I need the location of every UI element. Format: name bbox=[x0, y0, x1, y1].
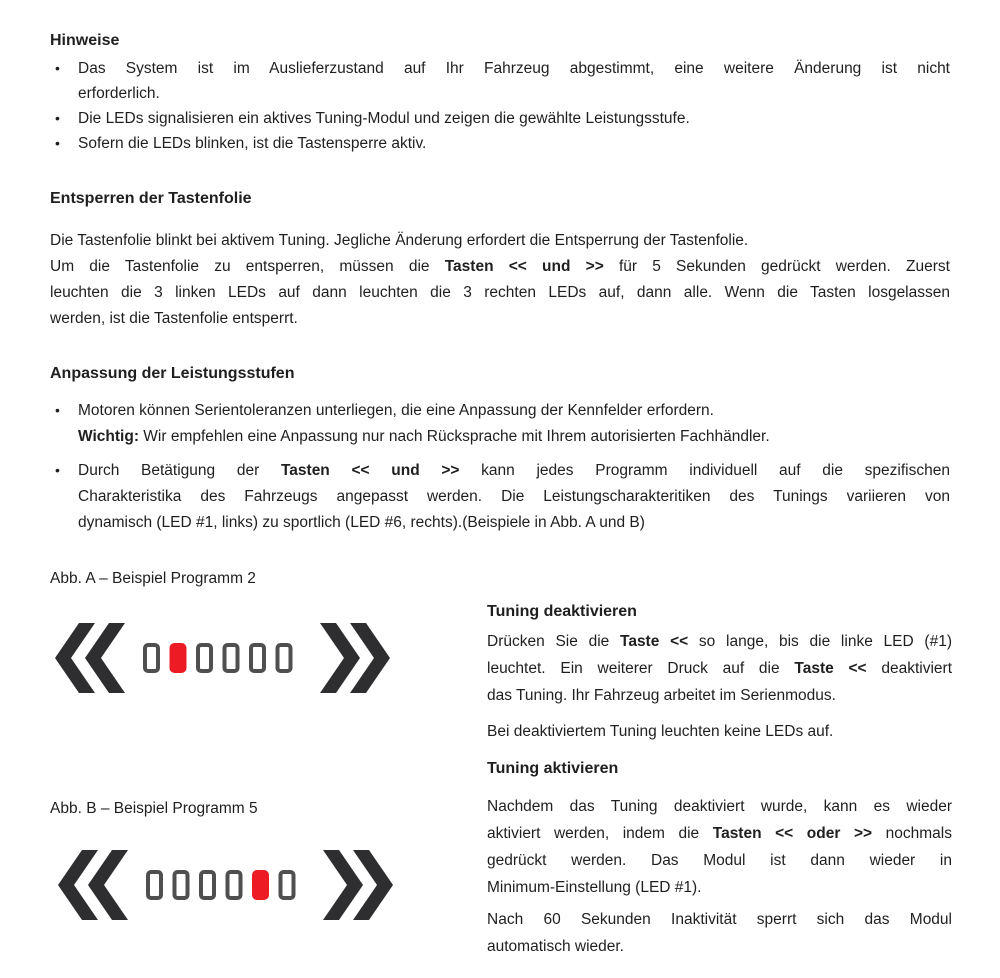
figure-b-label: Abb. B – Beispiel Programm 5 bbox=[50, 800, 258, 817]
double-chevron-right-icon bbox=[320, 623, 390, 693]
section-title-tuning-deaktivieren: Tuning deaktivieren bbox=[487, 603, 637, 620]
section-title-tuning-aktivieren: Tuning aktivieren bbox=[487, 760, 619, 777]
section-hinweise bbox=[50, 30, 950, 156]
bullet-text: Durch Betätigung der Tasten << und >> kann jedes Programm individuell auf die spezifischen Charakteristika des Fahrzeugs angepasst werden. Die Leistungscharakteritiken des Tunings variieren von dynamisch (LED #1, links) zu sportlich (LED #6, rechts).(Beispiele in Abb. A und B) bbox=[78, 462, 950, 531]
led-indicator bbox=[281, 872, 294, 898]
section-anpassung bbox=[50, 363, 950, 536]
led-indicator bbox=[228, 872, 241, 898]
double-chevron-left-icon bbox=[55, 623, 125, 693]
bullet-marker: • bbox=[55, 60, 60, 76]
led-strip bbox=[145, 645, 291, 671]
tuning-aktivieren-paragraph: Nachdem das Tuning deaktiviert wurde, kann es wieder aktiviert werden, indem die Tasten << oder >> nochmals gedrückt werden. Das Modul ist dann wieder in Minimum-Einstellung (LED #1). bbox=[487, 798, 952, 896]
anpassung-bullet-list bbox=[50, 398, 950, 536]
led-indicator bbox=[175, 872, 188, 898]
bullet-item bbox=[50, 398, 950, 450]
bullet-text: Das System ist im Auslieferzustand auf Ihr Fahrzeug abgestimmt, eine weitere Änderung ist nicht erforderlich. bbox=[78, 60, 950, 102]
figure-a-label: Abb. A – Beispiel Programm 2 bbox=[50, 570, 256, 587]
led-indicator bbox=[201, 872, 214, 898]
led-indicator bbox=[254, 872, 267, 898]
led-indicator bbox=[251, 645, 264, 671]
figures-column bbox=[50, 568, 487, 920]
led-display-figure-a bbox=[55, 623, 395, 693]
tuning-deaktivieren-note: Bei deaktiviertem Tuning leuchten keine LEDs auf. bbox=[487, 723, 834, 740]
tuning-aktivieren-note: Nach 60 Sekunden Inaktivität sperrt sich das Modul automatisch wieder. bbox=[487, 911, 952, 955]
bullet-item bbox=[50, 106, 950, 131]
section-title-entsperren: Entsperren der Tastenfolie bbox=[50, 190, 252, 207]
bullet-item bbox=[50, 56, 950, 106]
bullet-item bbox=[50, 458, 950, 536]
bullet-text: Die LEDs signalisieren ein aktives Tuning-Modul und zeigen die gewählte Leistungsstufe. bbox=[78, 110, 690, 127]
bullet-marker: • bbox=[55, 402, 60, 418]
bullet-item bbox=[50, 131, 950, 156]
led-strip bbox=[148, 872, 294, 898]
bullet-text: Motoren können Serientoleranzen unterliegen, die eine Anpassung der Kennfelder erfordern. Wichtig: Wir empfehlen eine Anpassung nur nach Rücksprache mit Ihrem autorisierten Fachhändler. bbox=[78, 402, 770, 445]
led-indicator bbox=[145, 645, 158, 671]
instructions-column bbox=[487, 601, 952, 960]
section-entsperren bbox=[50, 188, 950, 332]
led-indicator bbox=[225, 645, 238, 671]
section-title-anpassung: Anpassung der Leistungsstufen bbox=[50, 365, 295, 382]
tuning-deaktivieren-paragraph: Drücken Sie die Taste << so lange, bis die linke LED (#1) leuchtet. Ein weiterer Druck auf die Taste << deaktiviert das Tuning. Ihr Fahrzeug arbeitet im Serienmodus. bbox=[487, 633, 952, 704]
led-indicator bbox=[172, 645, 185, 671]
bullet-marker: • bbox=[55, 135, 60, 151]
led-display-figure-b bbox=[58, 850, 398, 920]
double-chevron-right-icon bbox=[323, 850, 393, 920]
hinweise-bullet-list bbox=[50, 56, 950, 156]
bullet-marker: • bbox=[55, 110, 60, 126]
led-indicator bbox=[278, 645, 291, 671]
bullet-text: Sofern die LEDs blinken, ist die Tastensperre aktiv. bbox=[78, 135, 427, 152]
led-indicator bbox=[198, 645, 211, 671]
led-indicator bbox=[148, 872, 161, 898]
entsperren-paragraph: Die Tastenfolie blinkt bei aktivem Tuning. Jegliche Änderung erfordert die Entsperrung der Tastenfolie. Um die Tastenfolie zu entsperren, müssen die Tasten << und >> für 5 Sekunden gedrückt werden. Zuerst leuchten die 3 linken LEDs auf dann leuchten die 3 rechten LEDs auf, dann alle. Wenn die Tasten losgelassen werden, ist die Tastenfolie entsperrt. bbox=[50, 232, 950, 327]
document-page bbox=[50, 30, 950, 978]
figures-and-instructions bbox=[50, 568, 950, 978]
double-chevron-left-icon bbox=[58, 850, 128, 920]
bullet-marker: • bbox=[55, 462, 60, 478]
section-title-hinweise: Hinweise bbox=[50, 32, 120, 49]
